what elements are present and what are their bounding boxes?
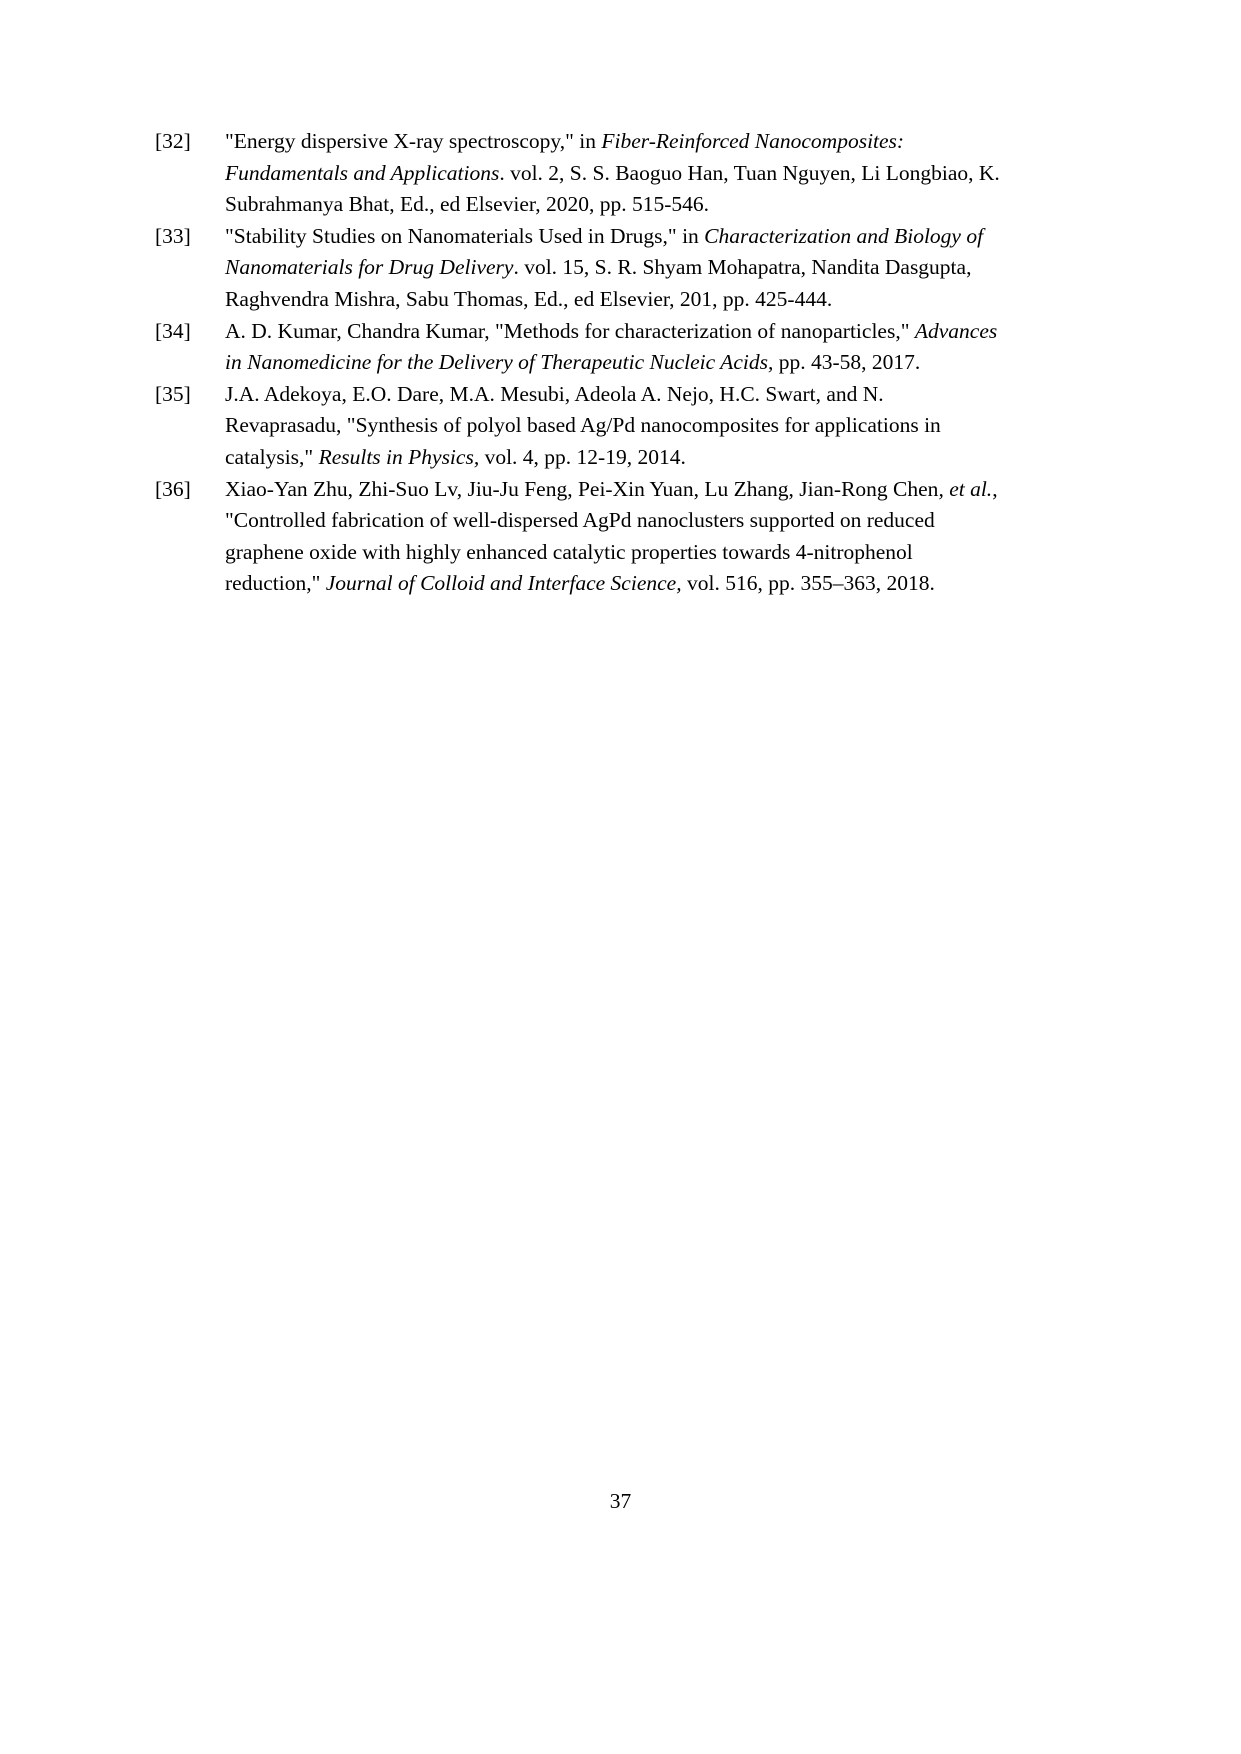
reference-text — [225, 221, 1005, 316]
reference-segment-italic: Results in Physics, — [318, 444, 480, 469]
reference-segment-italic: Journal of Colloid and Interface Science, — [325, 571, 682, 596]
list-item — [155, 474, 1005, 600]
reference-segment-italic: Fiber-Reinforced Nanocomposites: Fundamentals and Applications — [225, 129, 905, 185]
reference-text — [225, 379, 1005, 474]
reference-text — [225, 126, 1005, 221]
reference-label: [34] — [155, 318, 191, 343]
reference-segment: vol. 516, pp. 355–363, 2018. — [681, 571, 935, 596]
reference-segment-italic: Characterization and Biology of Nanomaterials for Drug Delivery — [225, 223, 984, 280]
list-item — [155, 379, 1005, 474]
reference-text — [225, 316, 1005, 379]
reference-segment: . vol. 2, S. S. Baoguo Han, Tuan Nguyen, Li Longbiao, K. Subrahmanya Bhat, Ed., ed Elsevier, 2020, pp. 515-546. — [225, 160, 1000, 217]
reference-segment: J.A. Adekoya, E.O. Dare, M.A. Mesubi, Adeola A. Nejo, H.C. Swart, and N. Revaprasadu, "Synthesis of polyol based Ag/Pd nanocomposites for applications in catalysis," — [225, 381, 941, 469]
reference-label: [32] — [155, 129, 191, 153]
list-item — [155, 126, 1005, 221]
reference-segment: "Stability Studies on Nanomaterials Used in Drugs," in — [225, 223, 705, 248]
reference-segment: . vol. 15, S. R. Shyam Mohapatra, Nandita Dasgupta, Raghvendra Mishra, Sabu Thomas, Ed., ed Elsevier, 201, pp. 425-444. — [225, 255, 972, 311]
page-number: 37 — [609, 1489, 632, 1513]
reference-segment-italic: , et al. — [938, 476, 993, 501]
reference-segment-italic: Advances in Nanomedicine for the Delivery of Therapeutic Nucleic Acids, — [225, 318, 998, 375]
reference-segment: pp. 43-58, 2017. — [773, 350, 921, 375]
reference-segment: vol. 4, pp. 12-19, 2014. — [479, 444, 686, 469]
reference-segment: "Energy dispersive X-ray spectroscopy," in — [225, 129, 602, 153]
reference-segment: , "Controlled fabrication of well-dispersed AgPd nanoclusters supported on reduced graphene oxide with highly enhanced catalytic properties towards 4-nitrophenol reduction," — [225, 476, 998, 596]
reference-segment: A. D. Kumar, Chandra Kumar, "Methods for characterization of nanoparticles," — [225, 318, 915, 343]
list-item — [155, 221, 1005, 316]
reference-list — [155, 126, 1005, 600]
reference-label: [33] — [155, 223, 191, 248]
reference-text — [225, 474, 1005, 600]
reference-label: [35] — [155, 381, 191, 406]
list-item — [155, 316, 1005, 379]
reference-label: [36] — [155, 476, 191, 501]
reference-segment: Xiao-Yan Zhu, Zhi-Suo Lv, Jiu-Ju Feng, Pei-Xin Yuan, Lu Zhang, Jian-Rong Chen — [225, 476, 939, 501]
